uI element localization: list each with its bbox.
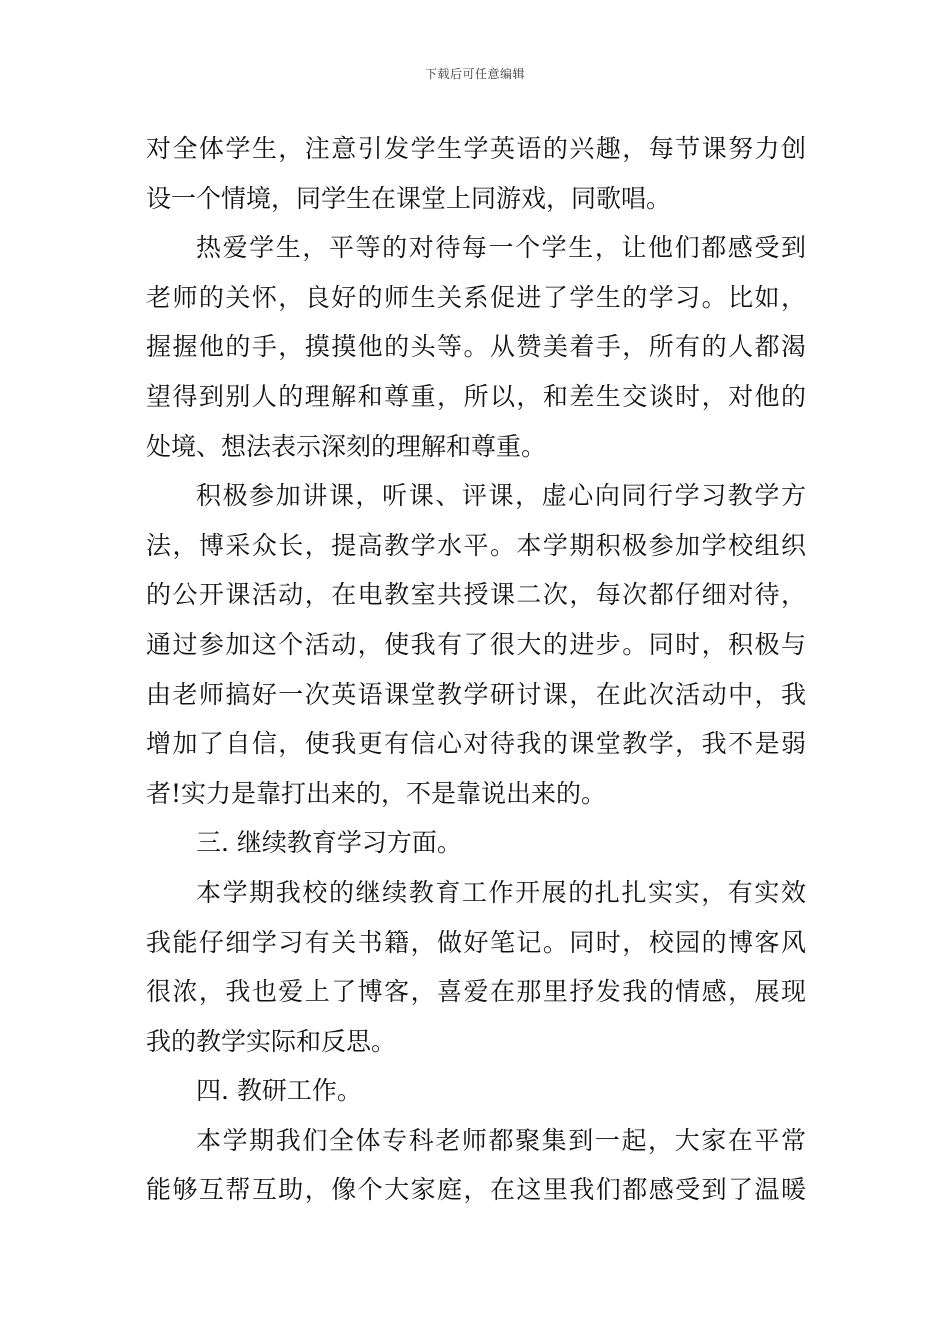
text-line-21: 本学期我们全体专科老师都聚集到一起，大家在平常 xyxy=(196,1125,806,1155)
text-line-4: 老师的关怀，良好的师生关系促进了学生的学习。比如， xyxy=(146,282,806,312)
text-line-11: 通过参加这个活动，使我有了很大的进步。同时，积极与 xyxy=(146,629,806,659)
text-line-10: 的公开课活动，在电教室共授课二次，每次都仔细对待， xyxy=(146,580,806,610)
text-line-14: 者!实力是靠打出来的，不是靠说出来的。 xyxy=(146,778,607,808)
text-line-19: 我的教学实际和反思。 xyxy=(146,1026,397,1056)
text-line-5: 握握他的手，摸摸他的头等。从赞美着手，所有的人都渴 xyxy=(146,332,806,362)
text-line-13: 增加了自信，使我更有信心对待我的课堂教学，我不是弱 xyxy=(146,729,806,759)
text-line-8: 积极参加讲课，听课、评课，虚心向同行学习教学方 xyxy=(196,481,806,511)
text-line-7: 处境、想法表示深刻的理解和尊重。 xyxy=(146,431,547,461)
text-line-3: 热爱学生，平等的对待每一个学生，让他们都感受到 xyxy=(196,233,806,263)
text-line-9: 法，博采众长，提高教学水平。本学期积极参加学校组织 xyxy=(146,530,806,560)
document-body xyxy=(146,124,806,1215)
text-line-22: 能够互帮互助，像个大家庭，在这里我们都感受到了温暖 xyxy=(146,1175,806,1205)
section-heading-3: 三. 继续教育学习方面。 xyxy=(196,828,462,858)
text-line-16: 本学期我校的继续教育工作开展的扎扎实实，有实效 xyxy=(196,877,806,907)
text-line-2: 设一个情境，同学生在课堂上同游戏，同歌唱。 xyxy=(146,183,672,213)
text-line-18: 很浓，我也爱上了博客，喜爱在那里抒发我的情感，展现 xyxy=(146,977,806,1007)
text-line-12: 由老师搞好一次英语课堂教学研讨课，在此次活动中，我 xyxy=(146,679,806,709)
text-line-1: 对全体学生，注意引发学生学英语的兴趣，每节课努力创 xyxy=(146,134,806,163)
page-header: 下载后可任意编辑 xyxy=(424,67,525,81)
text-line-17: 我能仔细学习有关书籍，做好笔记。同时，校园的博客风 xyxy=(146,927,806,957)
text-line-6: 望得到别人的理解和尊重，所以，和差生交谈时，对他的 xyxy=(146,381,806,411)
section-heading-4: 四. 教研工作。 xyxy=(196,1076,362,1106)
